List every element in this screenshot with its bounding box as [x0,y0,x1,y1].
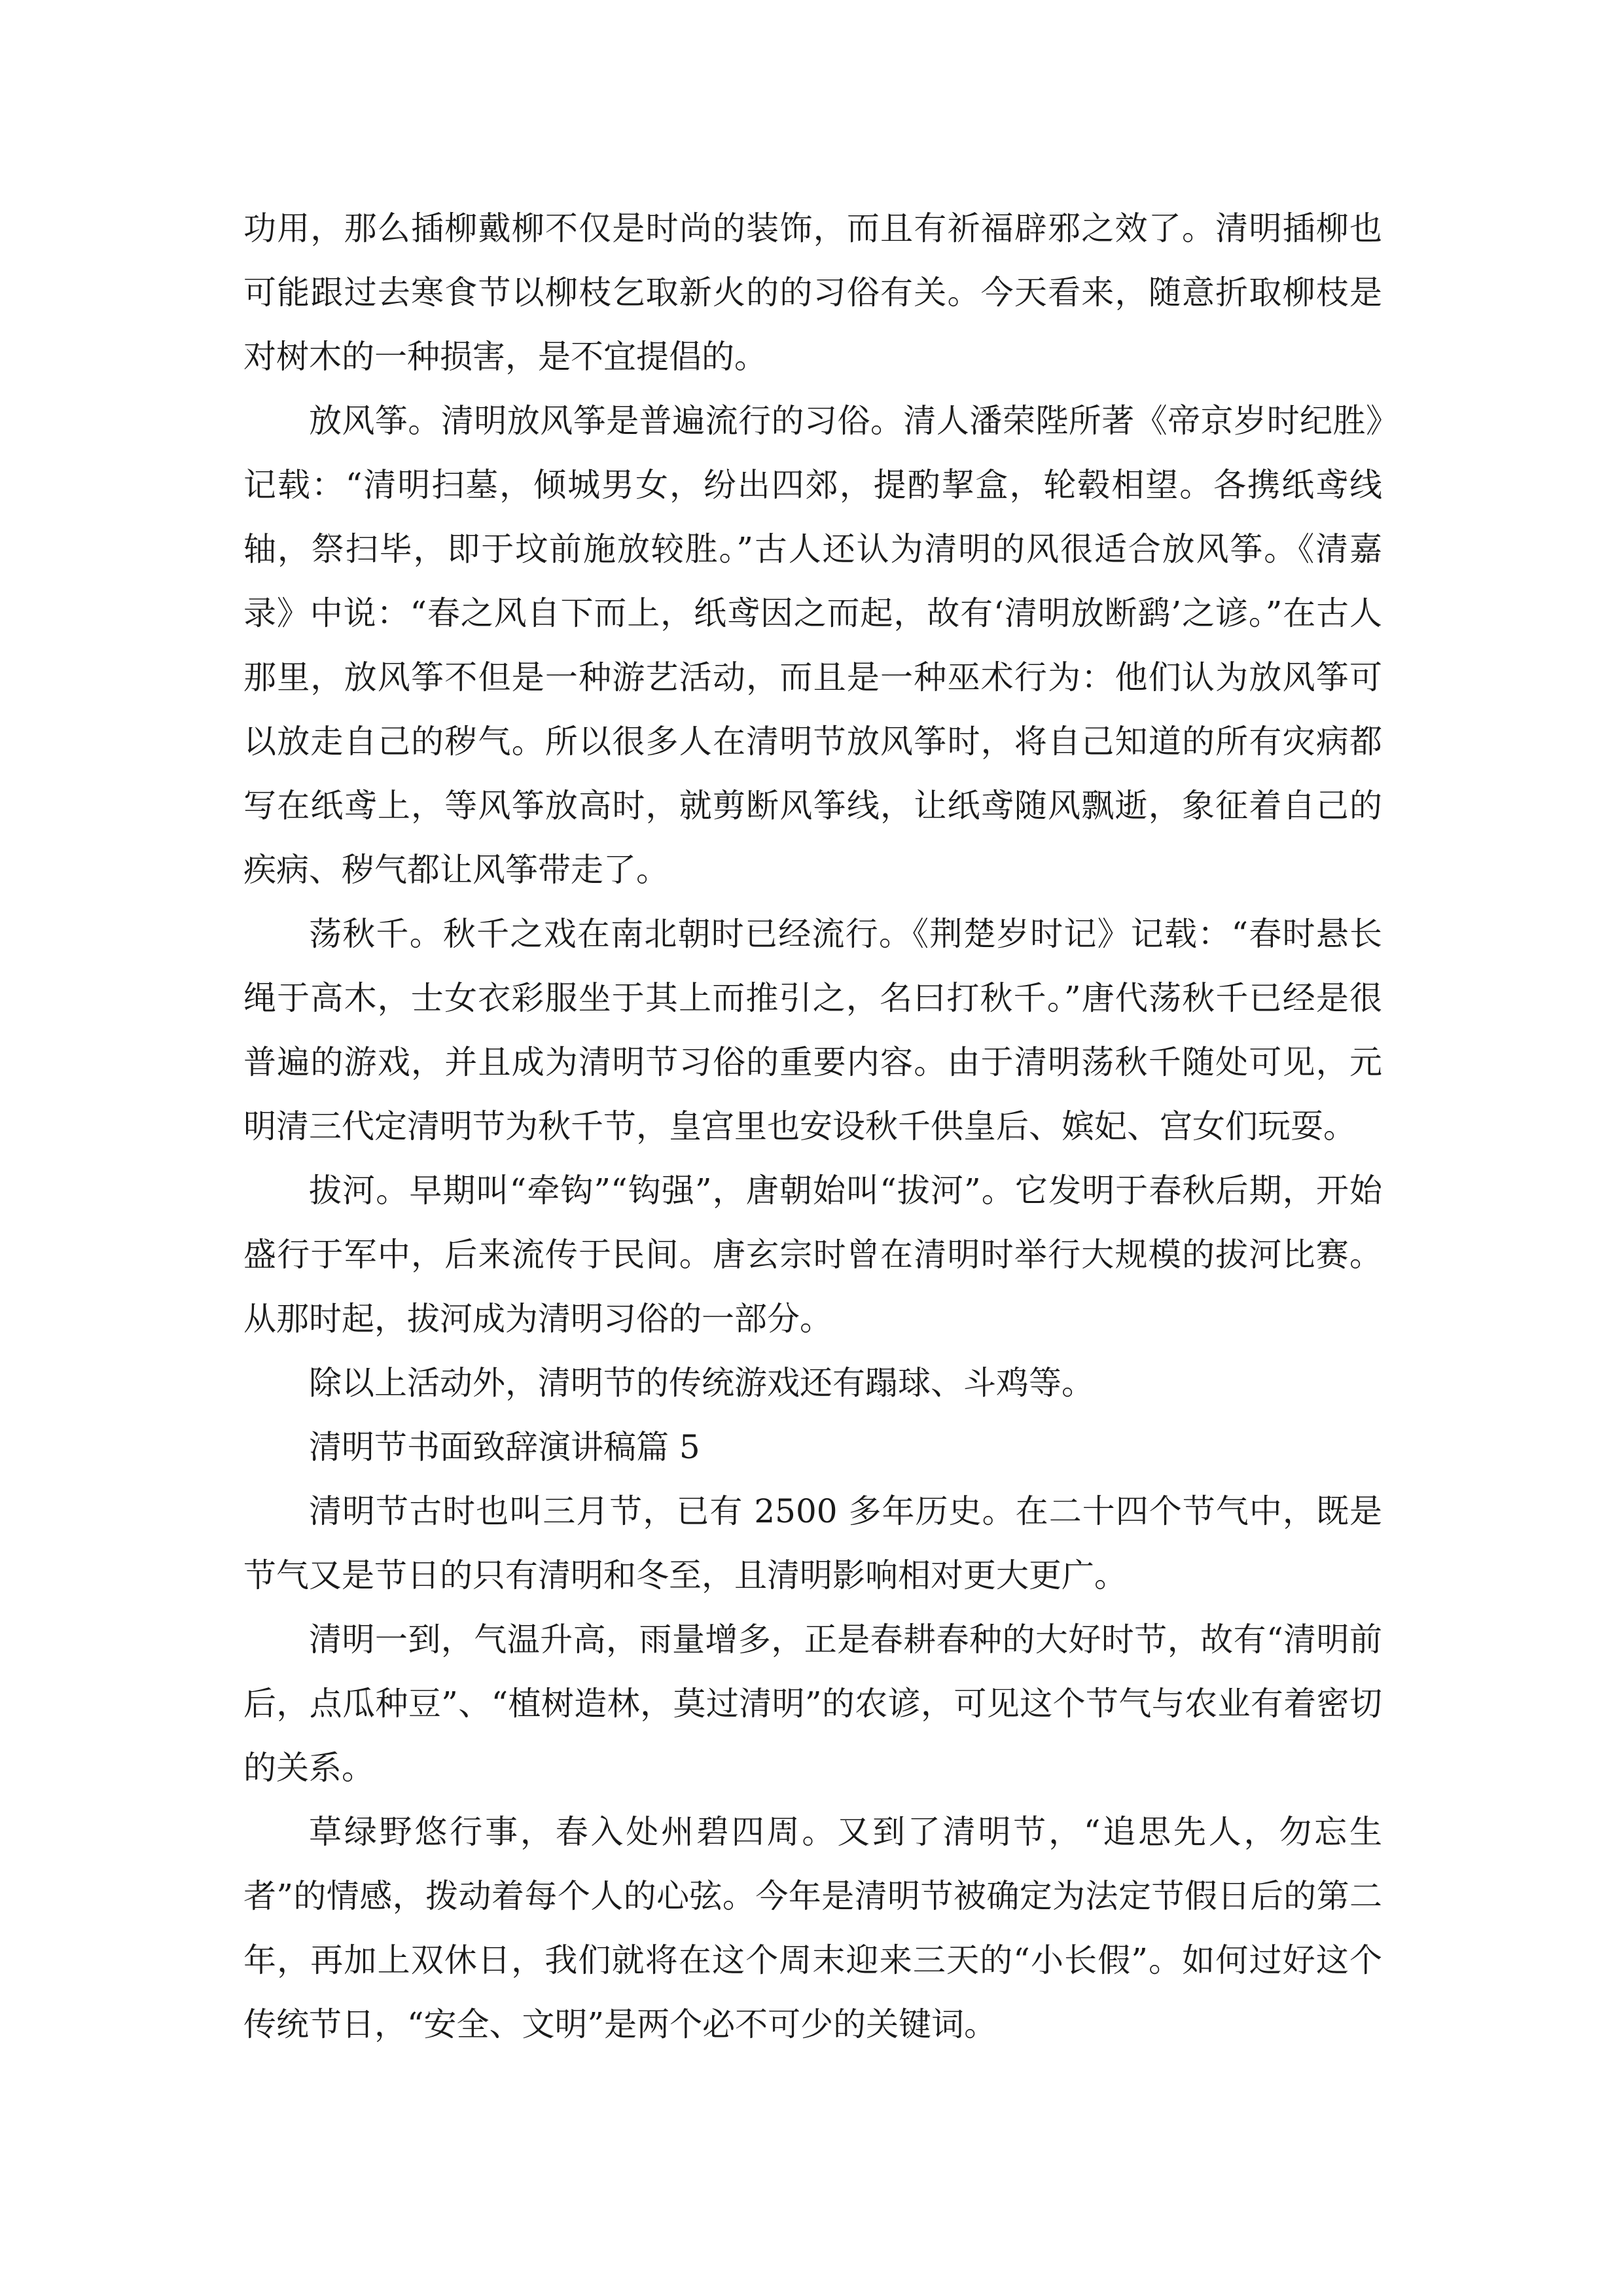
paragraph-kite-flying: 放风筝。清明放风筝是普遍流行的习俗。清人潘荣陛所著《帝京岁时纪胜》记载：“清明扫墓，倾城男女，纷出四郊，提酌挈盒，轮毂相望。各携纸鸢线轴，祭扫毕，即于坟前施放较胜。”古人还认为清明的风很适合放风筝。《清嘉录》中说：“春之风自下而上，纸鸢因之而起，故有‘清明放断鹞’之谚。”在古人那里，放风筝不但是一种游艺活动，而且是一种巫术行为：他们认为放风筝可以放走自己的秽气。所以很多人在清明节放风筝时，将自己知道的所有灾病都写在纸鸢上，等风筝放高时，就剪断风筝线，让纸鸢随风飘逝，象征着自己的疾病、秽气都让风筝带走了。 [243,402,1382,889]
paragraph-tug-of-war: 拔河。早期叫“牵钩”“钩强”，唐朝始叫“拔河”。它发明于春秋后期，开始盛行于军中，后来流传于民间。唐玄宗时曾在清明时举行大规模的拔河比赛。从那时起，拔河成为清明习俗的一部分。 [243,1172,1382,1338]
section-heading: 清明节书面致辞演讲稿篇 5 [309,1428,700,1466]
paragraph-history: 清明节古时也叫三月节，已有 2500 多年历史。在二十四个节气中，既是节气又是节日的只有清明和冬至，且清明影响相对更大更广。 [243,1492,1382,1594]
paragraph-continuation: 功用，那么插柳戴柳不仅是时尚的装饰，而且有祈福辟邪之效了。清明插柳也可能跟过去寒食节以柳枝乞取新火的的习俗有关。今天看来，随意折取柳枝是对树木的一种损害，是不宜提倡的。 [243,209,1382,376]
paragraph-swing: 荡秋千。秋千之戏在南北朝时已经流行。《荆楚岁时记》记载：“春时悬长绳于高木，士女衣彩服坐于其上而推引之，名曰打秋千。”唐代荡秋千已经是很普遍的游戏，并且成为清明节习俗的重要内容。由于清明荡秋千随处可见，元明清三代定清明节为秋千节，皇宫里也安设秋千供皇后、嫔妃、宫女们玩耍。 [243,915,1382,1145]
paragraph-holiday: 草绿野悠行事，春入处州碧四周。又到了清明节，“追思先人，勿忘生者”的情感，拨动着每个人的心弦。今年是清明节被确定为法定节假日后的第二年，再加上双休日，我们就将在这个周末迎来三天的“小长假”。如何过好这个传统节日，“安全、文明”是两个必不可少的关键词。 [243,1813,1382,2043]
document-body [243,196,1382,2056]
paragraph-other-games: 除以上活动外，清明节的传统游戏还有蹋球、斗鸡等。 [309,1364,1094,1402]
paragraph-agriculture: 清明一到，气温升高，雨量增多，正是春耕春种的大好时节，故有“清明前后，点瓜种豆”、“植树造林，莫过清明”的农谚，可见这个节气与农业有着密切的关系。 [243,1621,1382,1787]
